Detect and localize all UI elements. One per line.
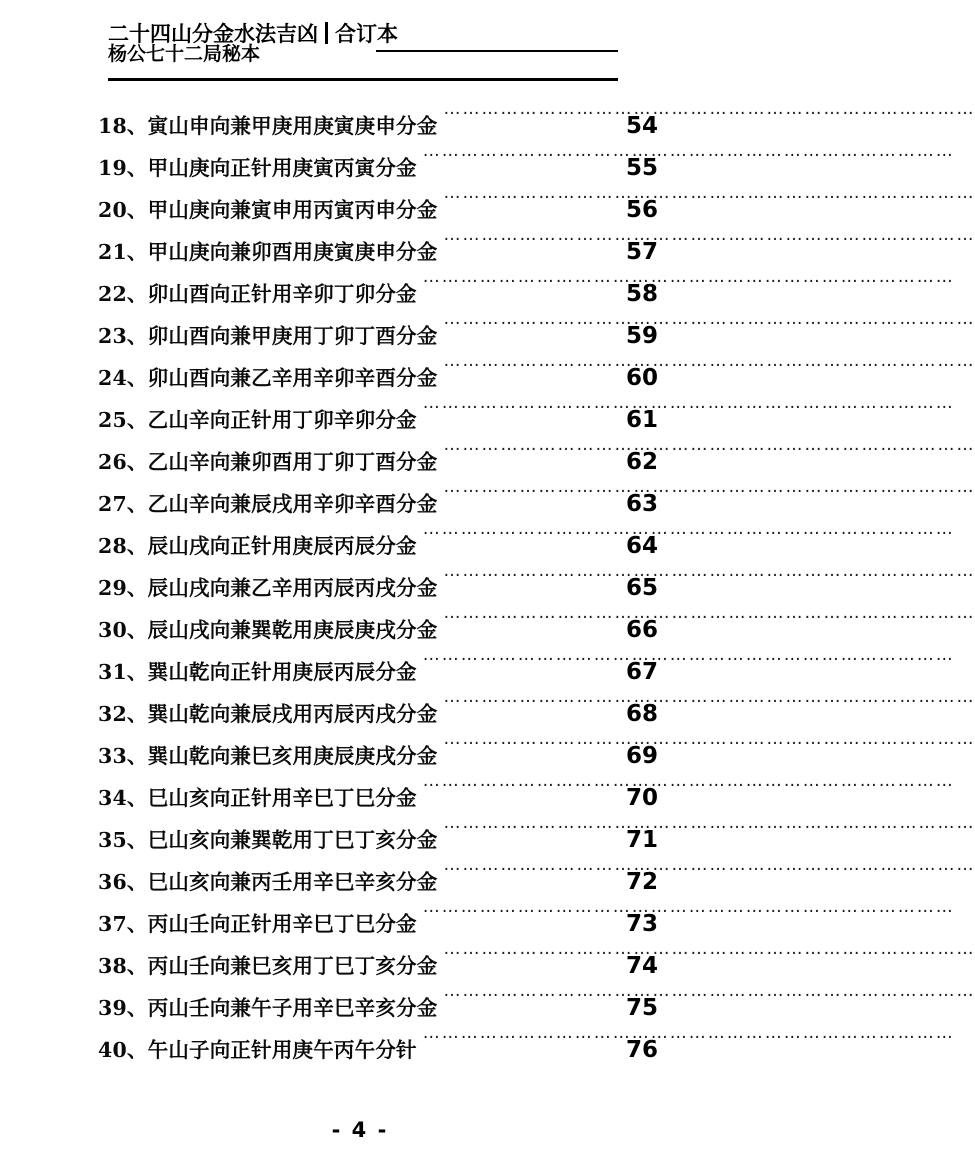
toc-entry-page-number: 60: [625, 365, 658, 391]
toc-entry-page-number: 63: [625, 491, 658, 517]
toc-leader-dots-text: …………………………………………………………………………: [422, 644, 955, 665]
toc-entry-page-number: 57: [625, 239, 658, 265]
book-edition-label: 合订本: [335, 20, 398, 46]
toc-leader-dots-text: …………………………………………………………………………: [422, 140, 955, 161]
toc-entry-title: 27、乙山辛向兼辰戌用辛卯辛酉分金: [98, 492, 438, 516]
header-line-2: [108, 45, 618, 65]
toc-entry-page-number: 65: [625, 575, 658, 601]
header-divider-icon: [325, 22, 328, 44]
toc-entry[interactable]: [98, 1022, 955, 1071]
toc-leader-dots-text: …………………………………………………………………………: [443, 728, 975, 749]
toc-entry-page-number: 61: [625, 407, 658, 433]
toc-entry-page-number: 54: [625, 113, 658, 139]
page-header: [108, 22, 618, 84]
toc-entry-page-number: 70: [625, 785, 658, 811]
toc-entry-title: 31、巽山乾向正针用庚辰丙辰分金: [98, 660, 417, 684]
toc-leader-dots-text: …………………………………………………………………………: [443, 602, 975, 623]
toc-leader-dots-text: …………………………………………………………………………: [443, 350, 975, 371]
toc-entry-page-number: 71: [625, 827, 658, 853]
page-footer: - 4 -: [331, 1118, 389, 1142]
toc-leader-dots-text: …………………………………………………………………………: [443, 434, 975, 455]
toc-entry-page-number: 69: [625, 743, 658, 769]
toc-entry-page-number: 56: [625, 197, 658, 223]
toc-entry-title: 20、甲山庚向兼寅申用丙寅丙申分金: [98, 198, 438, 222]
toc-entry-page-number: 66: [625, 617, 658, 643]
toc-entry-title: 18、寅山申向兼甲庚用庚寅庚申分金: [98, 114, 438, 138]
toc-entry-title: 28、辰山戌向正针用庚辰丙辰分金: [98, 534, 417, 558]
toc-leader-dots-text: …………………………………………………………………………: [443, 224, 975, 245]
toc-entry-title: 21、甲山庚向兼卯酉用庚寅庚申分金: [98, 240, 438, 264]
toc-entry-title: 37、丙山壬向正针用辛巳丁巳分金: [98, 912, 417, 936]
toc-entry-title: 33、巽山乾向兼巳亥用庚辰庚戌分金: [98, 744, 438, 768]
toc-entry-title: 38、丙山壬向兼巳亥用丁巳丁亥分金: [98, 954, 438, 978]
toc-entry-title: 22、卯山酉向正针用辛卯丁卯分金: [98, 282, 417, 306]
toc-entry-page-number: 74: [625, 953, 658, 979]
book-title-primary: 二十四山分金水法吉凶: [108, 20, 318, 46]
toc-leader-dots-text: …………………………………………………………………………: [422, 518, 955, 539]
toc-entry-page-number: 67: [625, 659, 658, 685]
toc-leader-dots-text: …………………………………………………………………………: [443, 308, 975, 329]
toc-leader-dots-text: …………………………………………………………………………: [443, 854, 975, 875]
toc-entry-page-number: 73: [625, 911, 658, 937]
toc-entry-page-number: 76: [625, 1037, 658, 1063]
toc-entry-title: 25、乙山辛向正针用丁卯辛卯分金: [98, 408, 417, 432]
toc-entry-title: 26、乙山辛向兼卯酉用丁卯丁酉分金: [98, 450, 438, 474]
header-title-block: [108, 22, 618, 84]
toc-entry-title: 30、辰山戌向兼巽乾用庚辰庚戌分金: [98, 618, 438, 642]
toc-leader-dots-text: …………………………………………………………………………: [443, 98, 975, 119]
toc-leader-dots-text: …………………………………………………………………………: [422, 266, 955, 287]
toc-leader-dots-text: …………………………………………………………………………: [443, 980, 975, 1001]
header-rule-top: [376, 50, 618, 52]
toc-entry-title: 36、巳山亥向兼丙壬用辛巳辛亥分金: [98, 870, 438, 894]
toc-entry-title: 39、丙山壬向兼午子用辛巳辛亥分金: [98, 996, 438, 1020]
toc-leader-dots-text: …………………………………………………………………………: [422, 392, 955, 413]
header-rule-bottom: [108, 78, 618, 81]
toc-entry-title: 34、巳山亥向正针用辛巳丁巳分金: [98, 786, 417, 810]
toc-entry-title: 19、甲山庚向正针用庚寅丙寅分金: [98, 156, 417, 180]
toc-leader-dots-text: …………………………………………………………………………: [443, 812, 975, 833]
book-title-secondary: 杨公七十二局秘本: [108, 43, 261, 65]
toc-entry-title: 23、卯山酉向兼甲庚用丁卯丁酉分金: [98, 324, 438, 348]
toc-entry-page-number: 58: [625, 281, 658, 307]
toc-leader-dots-text: …………………………………………………………………………: [422, 896, 955, 917]
toc-entry-page-number: 59: [625, 323, 658, 349]
toc-entry-page-number: 64: [625, 533, 658, 559]
toc-entry-page-number: 62: [625, 449, 658, 475]
toc-entry-page-number: 72: [625, 869, 658, 895]
toc-entry-title: 35、巳山亥向兼巽乾用丁巳丁亥分金: [98, 828, 438, 852]
toc-leader-dots-text: …………………………………………………………………………: [422, 1022, 955, 1043]
toc-entry-title: 29、辰山戌向兼乙辛用丙辰丙戌分金: [98, 576, 438, 600]
toc-entry-page-number: 68: [625, 701, 658, 727]
toc-entry-title: 32、巽山乾向兼辰戌用丙辰丙戌分金: [98, 702, 438, 726]
toc-leader-dots-text: …………………………………………………………………………: [443, 938, 975, 959]
toc-entry-page-number: 75: [625, 995, 658, 1021]
toc-leader-dots-text: …………………………………………………………………………: [443, 560, 975, 581]
toc-leader-dots-text: …………………………………………………………………………: [422, 770, 955, 791]
toc-leader-dots-text: …………………………………………………………………………: [443, 182, 975, 203]
toc-entry-title: 24、卯山酉向兼乙辛用辛卯辛酉分金: [98, 366, 438, 390]
toc-leader-dots-text: …………………………………………………………………………: [443, 476, 975, 497]
toc-leader-dots-text: …………………………………………………………………………: [443, 686, 975, 707]
toc-entry-page-number: 55: [625, 155, 658, 181]
toc-entry-title: 40、午山子向正针用庚午丙午分针: [98, 1038, 417, 1062]
header-line-1: [108, 22, 618, 45]
table-of-contents: [98, 98, 975, 1071]
